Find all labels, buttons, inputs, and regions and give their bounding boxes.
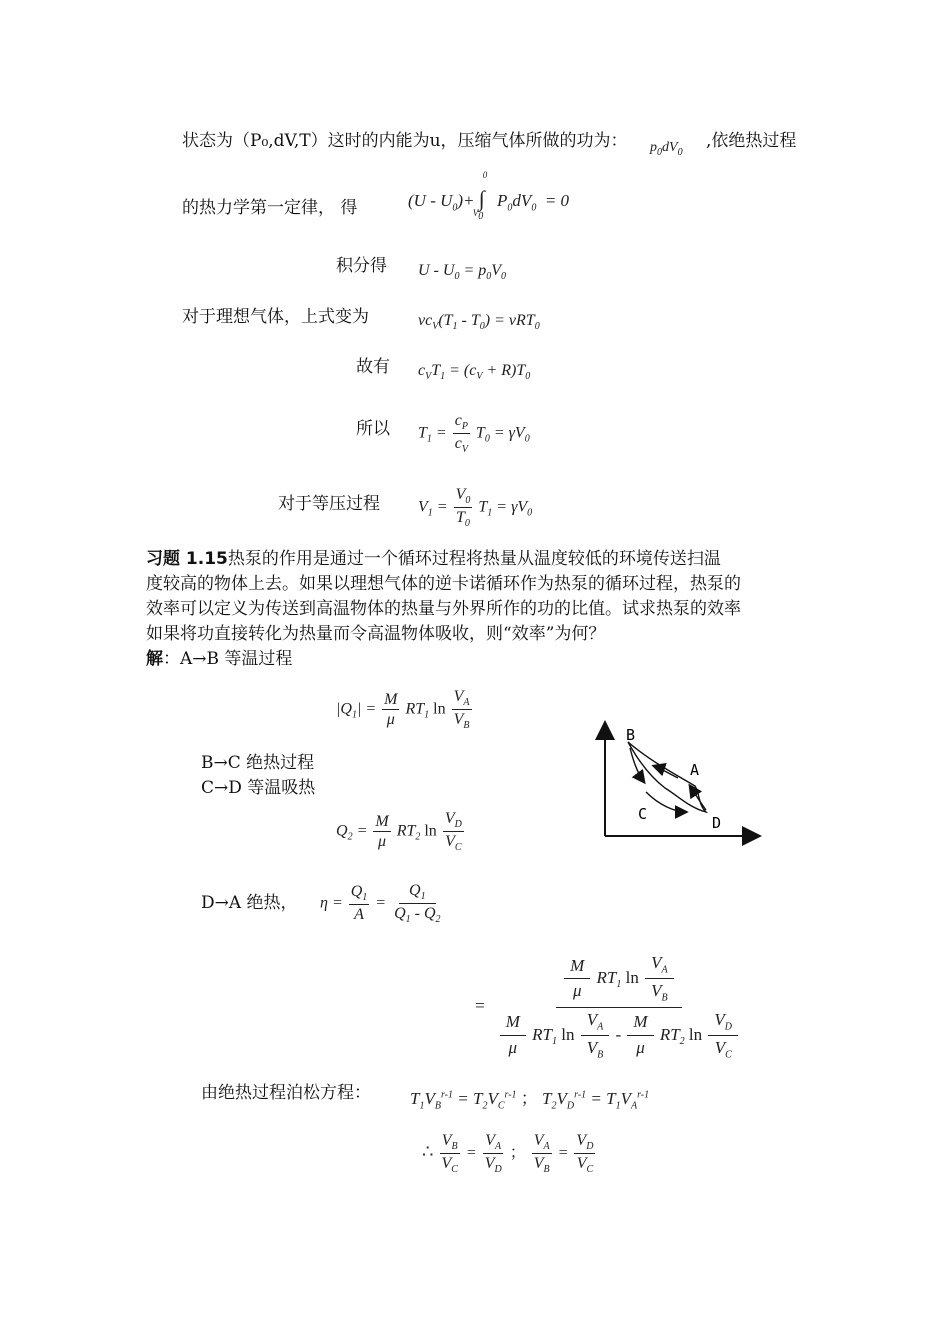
problem-line-3: 效率可以定义为传送到高温物体的热量与外界所作的功的比值。试求热泵的效率 xyxy=(146,599,741,619)
step-cd: C→D 等温吸热 xyxy=(201,778,316,798)
eq-first-law: $(U - U_0)+$ 0 ∫ $V_0$ $P_0dV_0 = 0$ xyxy=(408,170,570,222)
step-ab: A→B 等温过程 xyxy=(180,649,293,669)
label-c: C xyxy=(638,805,648,823)
label-integral: 积分得 xyxy=(336,256,387,276)
text-state: 状态为（P₀,dV,T）这时的内能为u，压缩气体所做的功为： xyxy=(182,131,628,151)
therefore-symbol: ∴ xyxy=(422,1141,434,1162)
label-ideal-gas: 对于理想气体，上式变为 xyxy=(182,307,369,327)
eq-volume-ratio: ∴ $\frac{V_B}{V_C}$ = $\frac{V_A}{V_D}$ ； $\frac{V_A}{V_B}$ = $\frac{V_D}{V_C}$ xyxy=(422,1132,594,1176)
path-a-to-b xyxy=(654,766,678,778)
eq-isobaric: $V_1$ = $\frac{V_0}{T_0}$ $T_1 = \gamma V_0$ xyxy=(418,486,533,530)
label-poisson: 由绝热过程泊松方程： xyxy=(201,1083,371,1103)
eq-q1: $|Q_1|$ = $\frac{M}{\mu}$ $RT_1$ ln $\frac{V_A}{V_B}$ xyxy=(336,688,470,732)
step-bc: B→C 绝热过程 xyxy=(201,753,315,773)
eq-thus: $c_VT_1 = (c_V + R)T_0$ xyxy=(418,362,531,383)
label-thus: 故有 xyxy=(356,357,390,377)
eq-work: $p_0dV_0$ xyxy=(650,140,683,158)
solution-line xyxy=(146,647,816,672)
problem-line-4: 如果将功直接转化为热量而令高温物体吸收，则“效率”为何？ xyxy=(146,624,606,644)
step-da: D→A 绝热， xyxy=(201,893,298,913)
eq-poisson: $T_1V_B^{r-1} = T_2V_C^{r-1}$ ； $T_2V_D^{r-1} = T_1V_A^{r-1}$ xyxy=(410,1089,650,1112)
label-a: A xyxy=(690,761,700,779)
problem-text-1: 热泵的作用是通过一个循环过程将热量从温度较低的环境传送扫温 xyxy=(227,549,721,569)
solution-label: 解 xyxy=(146,649,163,669)
problem-paragraph xyxy=(146,547,816,672)
eq-ideal-gas: $\nu c_V(T_1 - T_0) = \nu RT_0$ xyxy=(418,312,540,333)
eq-so: $T_1$ = $\frac{c_P}{c_V}$ $T_0 = \gamma V_0$ xyxy=(418,412,530,456)
text-line-state xyxy=(182,126,628,151)
problem-line-1 xyxy=(146,547,816,572)
label-b: B xyxy=(626,726,636,744)
eq-efficiency-expanded: = $\frac{M}{\mu}$ $RT_1$ ln $\frac{V_A}{V_B}$ $\frac{M}{\mu}$ $RT_1$ ln $\frac{V_A}{V_B}$ - $\frac{M}{\mu}$ $RT_2$ ln $\frac{V_D}{V_C}$ xyxy=(474,954,748,1061)
solution-colon: ： xyxy=(163,649,180,669)
text-adiabatic-tail: ,依绝热过程 xyxy=(706,131,797,151)
eq-integral: $U - U_0 = p_0V_0$ xyxy=(418,262,507,283)
label-isobaric: 对于等压过程 xyxy=(278,494,380,514)
problem-line-2: 度较高的物体上去。如果以理想气体的逆卡诺循环作为热泵的循环过程，热泵的 xyxy=(146,574,741,594)
eq-efficiency: η = $\frac{Q_1}{A}$ = $\frac{Q_1}{Q_1 - Q_2}$ xyxy=(320,882,441,926)
text-line-adiabatic xyxy=(706,126,796,151)
problem-title: 习题 1.15 xyxy=(146,549,228,569)
label-so: 所以 xyxy=(356,419,390,439)
label-d: D xyxy=(712,814,722,832)
text-first-law: 的热力学第一定律， 得 xyxy=(182,198,358,218)
path-c-to-d xyxy=(646,792,686,812)
heat-pump-cycle-diagram xyxy=(590,716,770,846)
eq-q2: $Q_2$ = $\frac{M}{\mu}$ $RT_2$ ln $\frac{V_D}{V_C}$ xyxy=(336,810,462,854)
